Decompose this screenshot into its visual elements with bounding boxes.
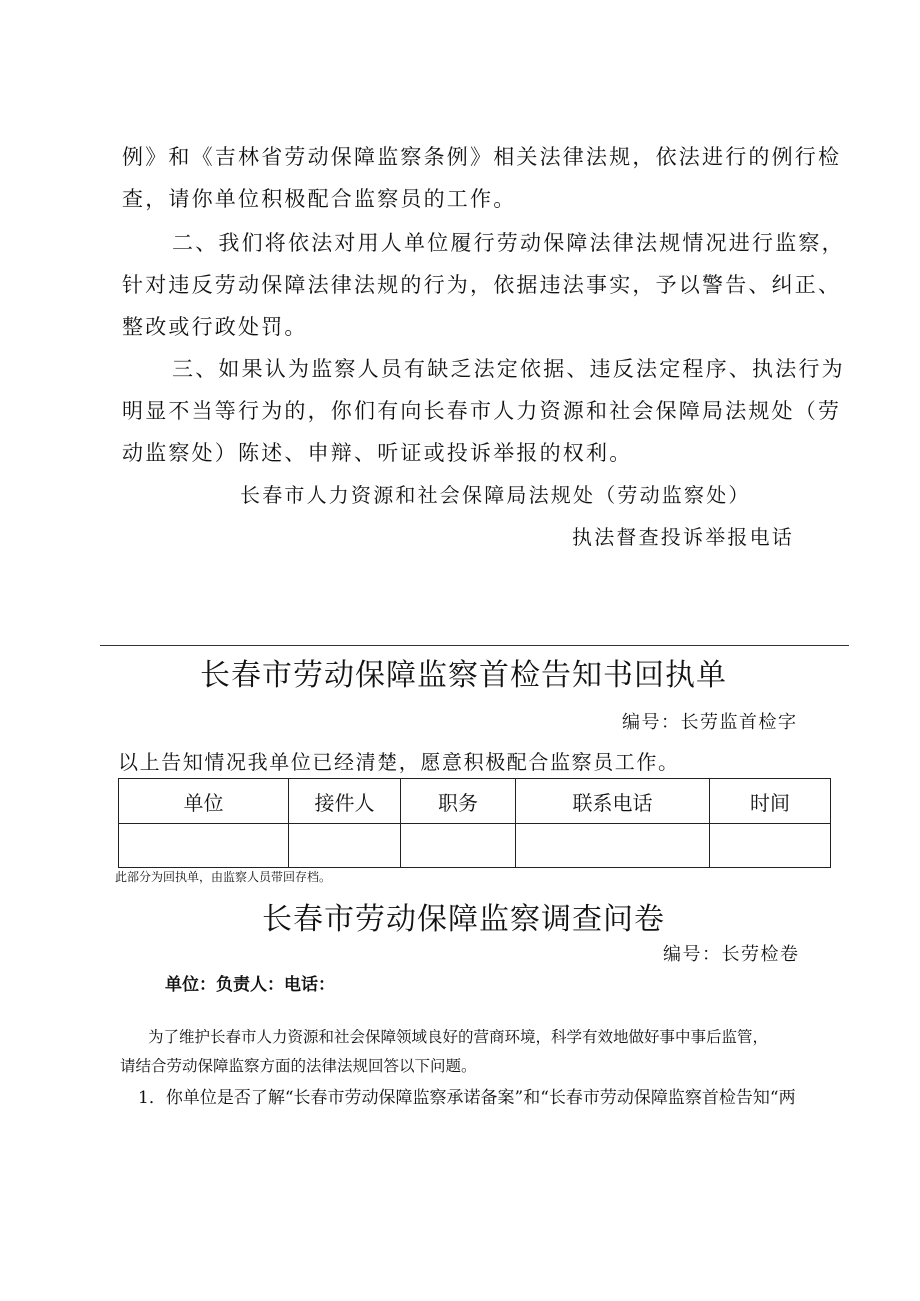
notice-paragraph-3-line: 三、如果认为监察人员有缺乏法定依据、违反法定程序、执法行为 — [172, 357, 845, 381]
survey-fields: 单位：负责人：电话： — [165, 975, 335, 995]
receipt-statement: 以上告知情况我单位已经清楚，愿意积极配合监察员工作。 — [118, 750, 680, 774]
column-header-position: 职务 — [401, 779, 516, 824]
notice-line: 查，请你单位积极配合监察员的工作。 — [122, 187, 517, 211]
survey-intro-line: 为了维护长春市人力资源和社会保障领域良好的营商环境，科学有效地做好事中事后监管， — [148, 1028, 769, 1046]
column-header-unit: 单位 — [119, 779, 289, 824]
receipt-title: 长春市劳动保障监察首检告知书回执单 — [200, 658, 727, 693]
hotline-label: 执法督查投诉举报电话 — [572, 525, 794, 549]
receipt-number: 编号：长劳监首检字 — [622, 712, 798, 733]
notice-signature: 长春市人力资源和社会保障局法规处（劳动监察处） — [240, 483, 751, 507]
position-cell[interactable] — [401, 824, 516, 868]
receiver-cell[interactable] — [289, 824, 401, 868]
survey-intro-line: 请结合劳动保障监察方面的法律法规回答以下问题。 — [120, 1057, 477, 1075]
notice-paragraph-2-line: 针对违反劳动保障法律法规的行为，依据违法事实，予以警告、纠正、 — [122, 273, 842, 297]
unit-cell[interactable] — [119, 824, 289, 868]
cut-line-divider — [100, 645, 849, 646]
receipt-table-header-row — [119, 779, 831, 824]
notice-paragraph-3-line: 明显不当等行为的，你们有向长春市人力资源和社会保障局法规处（劳 — [122, 399, 842, 423]
notice-paragraph-2-line: 二、我们将依法对用人单位履行劳动保障法律法规情况进行监察， — [172, 231, 845, 255]
phone-cell[interactable] — [516, 824, 710, 868]
survey-number: 编号：长劳检卷 — [663, 944, 800, 965]
column-header-receiver: 接件人 — [289, 779, 401, 824]
column-header-time: 时间 — [710, 779, 831, 824]
table-row — [119, 824, 831, 868]
column-header-phone: 联系电话 — [516, 779, 710, 824]
time-cell[interactable] — [710, 824, 831, 868]
receipt-table — [118, 778, 831, 868]
receipt-footnote: 此部分为回执单，由监察人员带回存档。 — [115, 870, 332, 884]
notice-line: 例》和《吉林省劳动保障监察条例》相关法律法规，依法进行的例行检 — [122, 145, 842, 169]
notice-paragraph-3-line: 动监察处）陈述、申辩、听证或投诉举报的权利。 — [122, 441, 633, 465]
notice-paragraph-2-line: 整改或行政处罚。 — [122, 315, 308, 339]
survey-question-1: 1．你单位是否了解“长春市劳动保障监察承诺备案”和“长春市劳动保障监察首检告知“两 — [138, 1088, 796, 1108]
survey-title: 长春市劳动保障监察调查问卷 — [262, 902, 665, 937]
